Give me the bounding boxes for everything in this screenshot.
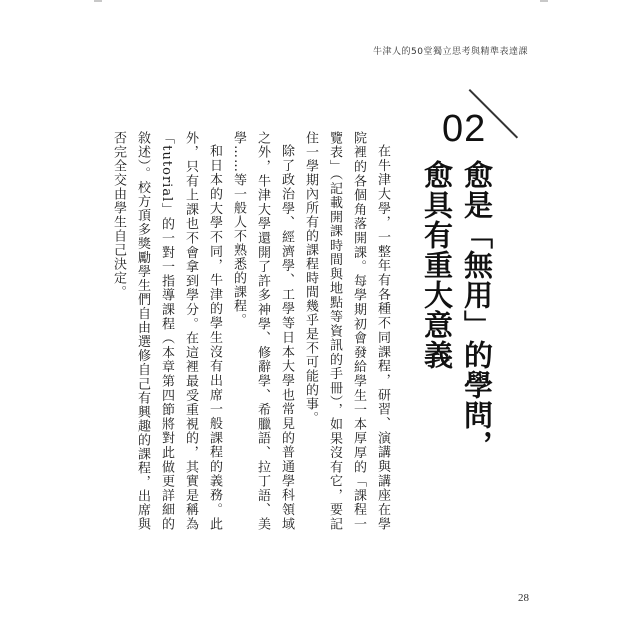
body-paragraph: 和日本的大學不同，牛津的學生沒有出席一般課程的義務。此外，只有上課也不會拿到學分。在這裡最受重視的，其實是稱為「tutorial」的一對一指導課程（本章第四節將對此做更詳細的敘述）。校方頂多獎勵學生們自由選修自己有興趣的課程，出席與否完全交由學生自己決定。: [111, 131, 222, 531]
page-number: 28: [518, 592, 529, 604]
body-paragraph: 除了政治學、經濟學、工學等日本大學也常見的普通學科領域之外，牛津大學還開了許多神學、修辭學、希臘語、拉丁語、美學……等一般人不熟悉的課程。: [231, 131, 294, 531]
chapter-title-line-1: 愈是「無用」的學問，: [460, 160, 494, 460]
crop-mark-left: [94, 0, 102, 2]
body-paragraph: 在牛津大學，一整年有各種不同課程，研習、演講與講座在學院裡的各個角落開課。每學期初會發給學生一本厚厚的「課程一覽表」（記載開課時間與地點等資訊的手冊），如果沒有它，要記住一學期內所有的課程時間幾乎是不可能的事。: [303, 131, 390, 531]
chapter-number: 02: [442, 108, 487, 150]
running-header: 牛津人的50堂獨立思考與精準表達課: [373, 47, 528, 57]
chapter-title-line-2: 愈具有重大意義: [420, 160, 454, 370]
body-text: [106, 131, 394, 531]
crop-mark-right: [540, 0, 548, 2]
